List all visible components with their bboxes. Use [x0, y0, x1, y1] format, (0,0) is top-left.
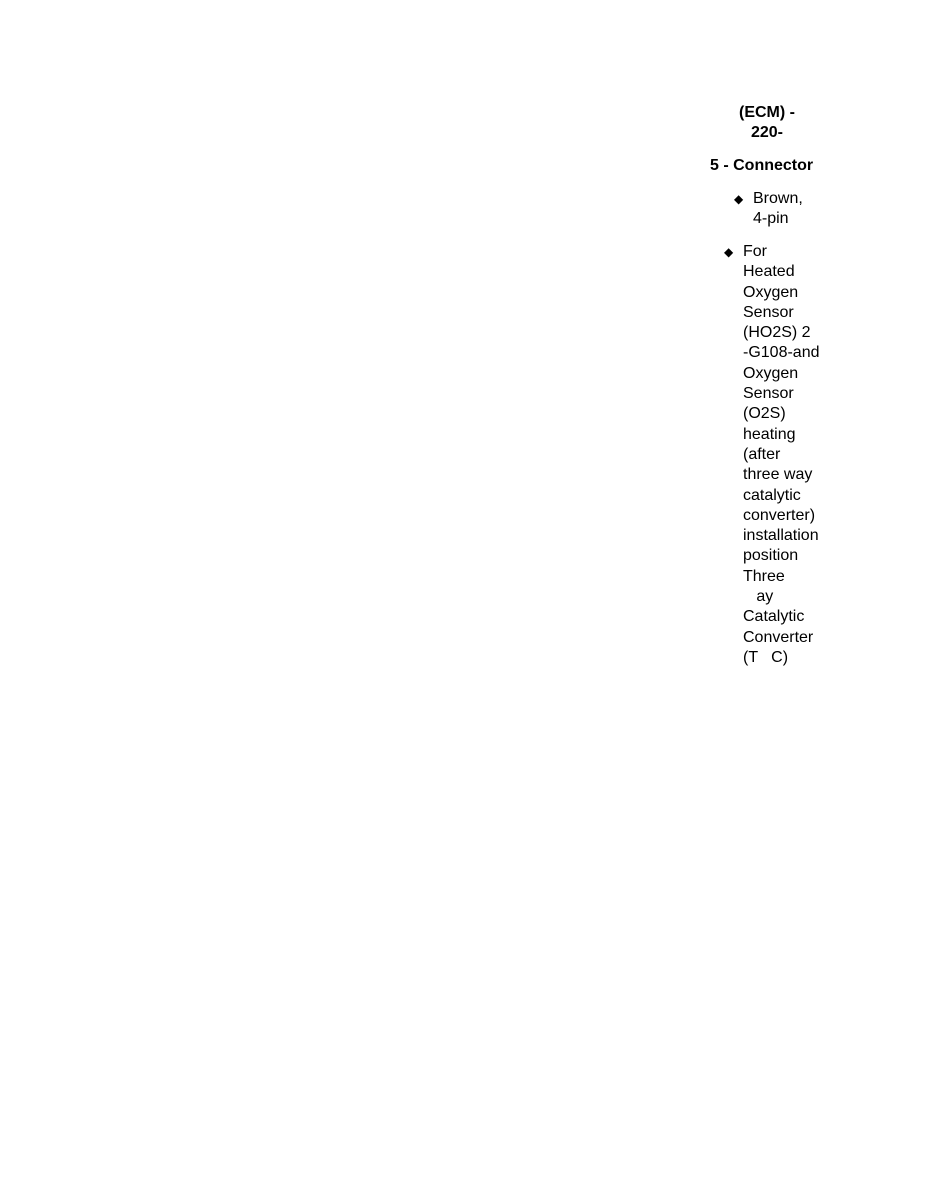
bullet-line: catalytic — [743, 486, 801, 504]
diamond-bullet-icon: ◆ — [734, 192, 744, 206]
bullet-line: (after — [743, 445, 781, 463]
bullet-line: Sensor — [743, 303, 794, 321]
bullet-line: position — [743, 547, 799, 565]
bullet-line: (O2S) — [743, 405, 786, 423]
bullet-line: 4-pin — [753, 210, 789, 228]
bullet-text — [743, 242, 820, 668]
bullet-line: three way — [743, 466, 813, 484]
bullet-line: ay — [743, 588, 774, 606]
bullet-line: (T C) — [743, 648, 789, 666]
bullet-line: Converter — [743, 628, 814, 646]
bullet-line: For — [743, 243, 767, 260]
bullet-line: Heated — [743, 263, 795, 281]
bullet-line: Oxygen — [743, 283, 799, 301]
bullet-line: Catalytic — [743, 608, 805, 626]
bullet-line: Brown, — [753, 190, 803, 207]
bullet-line: installation — [743, 527, 819, 545]
bullet-line: Oxygen — [743, 364, 799, 382]
bullet-line: Sensor — [743, 385, 794, 403]
bullet-line: Three — [743, 567, 785, 585]
bullet-line: -G108-and — [743, 344, 820, 362]
bullet-text — [753, 189, 803, 230]
bullet-line: converter) — [743, 506, 816, 524]
bullet-line: (HO2S) 2 — [743, 324, 811, 342]
connector-heading: 5 - Connector — [710, 157, 814, 174]
ecm-heading — [728, 103, 806, 143]
bullet-line: heating — [743, 425, 796, 443]
diamond-bullet-icon: ◆ — [724, 245, 734, 259]
ecm-heading-line: 220- — [750, 124, 784, 141]
ecm-heading-line: (ECM) - — [739, 104, 795, 121]
